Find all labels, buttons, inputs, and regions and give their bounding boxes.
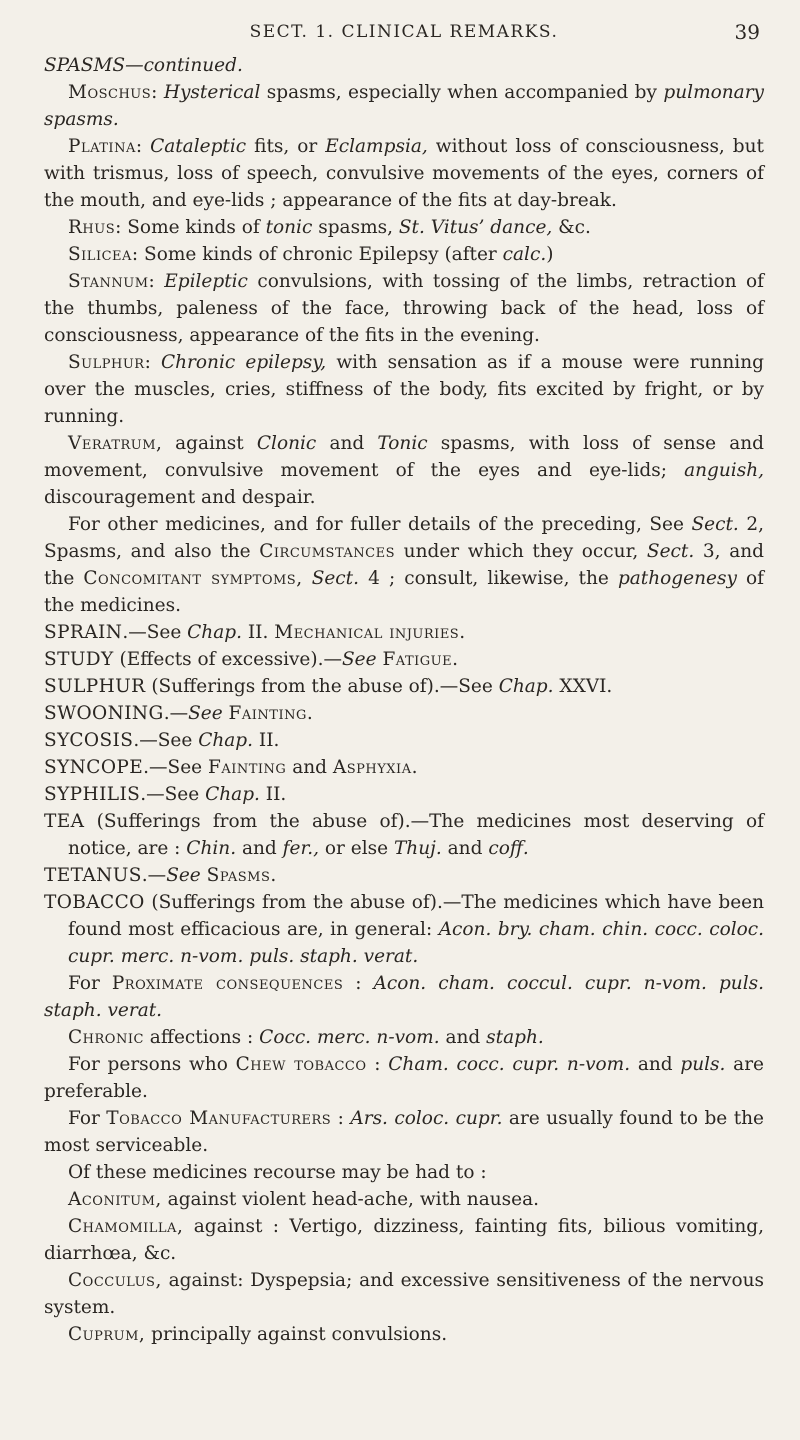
- entry-term: STUDY: [44, 649, 114, 670]
- tobacco-chronic: Chronic affections : Cocc. merc. n-vom. and staph.: [68, 1027, 544, 1048]
- entry-tea: TEA (Sufferings from the abuse of).—The medicines most deserving of notice, are : Chin. and fer., or else Thuj. and coff.: [44, 811, 764, 859]
- page-number: 39: [734, 20, 760, 44]
- entry-term: TEA: [44, 811, 85, 832]
- entry-sulphur: Sulphur: Chronic epilepsy, with sensation as if a mouse were running over the muscles, cries, stiffness of the body, fits excited by fright, or by running.: [44, 352, 764, 427]
- medicine-name: Veratrum: [68, 433, 157, 454]
- entry-silicea: Silicea: Some kinds of chronic Epilepsy (after calc.): [68, 244, 554, 265]
- entry-tobacco: TOBACCO (Sufferings from the abuse of).—The medicines which have been found most efficacious are, in general: Acon. bry. cham. chin. cocc. coloc. cupr. merc. n-vom. puls. staph. verat.: [44, 892, 765, 967]
- entry-term: SYCOSIS: [44, 730, 134, 751]
- entry-term: SPRAIN: [44, 622, 123, 643]
- medicine-name: Stannum: [68, 271, 149, 292]
- entry-sprain: SPRAIN.—See Chap. II. Mechanical injuries.: [44, 622, 466, 643]
- entry-term: TETANUS: [44, 865, 142, 886]
- entry-platina: Platina: Cataleptic fits, or Eclampsia, without loss of consciousness, but with trismus, loss of speech, convulsive movements of the eyes, corners of the mouth, and eye-lids ; appearance of the fits at day-break.: [44, 136, 764, 211]
- entry-moschus: Moschus: Hysterical spasms, especially when accompanied by pulmonary spasms.: [44, 82, 764, 130]
- entry-cocculus: Cocculus, against: Dyspepsia; and excessive sensitiveness of the nervous system.: [44, 1270, 764, 1318]
- cross-reference-note: For other medicines, and for fuller details of the preceding, See Sect. 2, Spasms, and also the Circumstances under which they occur, Sect. 3, and the Concomitant symptoms, Sect. 4 ; consult, likewise, the pathogenesy of the medicines.: [44, 514, 764, 616]
- entry-veratrum: Veratrum, against Clonic and Tonic spasms, with loss of sense and movement, convulsive movement of the eyes and eye-lids; anguish, discouragement and despair.: [44, 433, 764, 508]
- section-heading: SPASMS—continued.: [44, 55, 243, 76]
- entry-rhus: Rhus: Some kinds of tonic spasms, St. Vitus’ dance, &c.: [68, 217, 591, 238]
- medicine-name: Sulphur: [68, 352, 145, 373]
- running-head: SECT. 1. CLINICAL REMARKS.: [249, 22, 559, 42]
- entry-term: SULPHUR: [44, 676, 146, 697]
- medicine-name: Silicea: [68, 244, 132, 265]
- entry-cuprum: Cuprum, principally against convulsions.: [68, 1324, 448, 1345]
- entry-term: SYNCOPE: [44, 757, 144, 778]
- entry-term: SWOONING: [44, 703, 164, 724]
- entry-tetanus: TETANUS.—See Spasms.: [44, 865, 277, 886]
- entry-study: STUDY (Effects of excessive).—See Fatigue.: [44, 649, 459, 670]
- entry-swooning: SWOONING.—See Fainting.: [44, 703, 314, 724]
- tobacco-proximate: For Proximate consequences : Acon. cham. coccul. cupr. n-vom. puls. staph. verat.: [44, 973, 764, 1021]
- entry-sulphur-abuse: SULPHUR (Sufferings from the abuse of).—See Chap. XXVI.: [44, 676, 613, 697]
- tobacco-chewers: For persons who Chew tobacco : Cham. cocc. cupr. n-vom. and puls. are preferable.: [44, 1054, 765, 1102]
- entry-syphilis: SYPHILIS.—See Chap. II.: [44, 784, 287, 805]
- entry-sycosis: SYCOSIS.—See Chap. II.: [44, 730, 280, 751]
- entry-stannum: Stannum: Epileptic convulsions, with tossing of the limbs, retraction of the thumbs, paleness of the face, throwing back of the head, loss of consciousness, appearance of the fits in the evening.: [44, 271, 764, 346]
- entry-aconitum: Aconitum, against violent head-ache, with nausea.: [68, 1189, 540, 1210]
- entry-chamomilla: Chamomilla, against : Vertigo, dizziness, fainting fits, bilious vomiting, diarrhœa, &c.: [44, 1216, 764, 1264]
- medicine-name: Platina: [68, 136, 136, 157]
- tobacco-manufacturers: For Tobacco Manufacturers : Ars. coloc. cupr. are usually found to be the most serviceable.: [44, 1108, 764, 1156]
- medicine-name: Moschus: [68, 82, 152, 103]
- medicine-name: Rhus: [68, 217, 116, 238]
- page-body: [44, 52, 764, 1348]
- entry-term: SYPHILIS: [44, 784, 141, 805]
- entry-term: TOBACCO: [44, 892, 145, 913]
- page-header: [44, 12, 764, 52]
- recourse-note: Of these medicines recourse may be had to :: [68, 1162, 487, 1183]
- entry-syncope: SYNCOPE.—See Fainting and Asphyxia.: [44, 757, 418, 778]
